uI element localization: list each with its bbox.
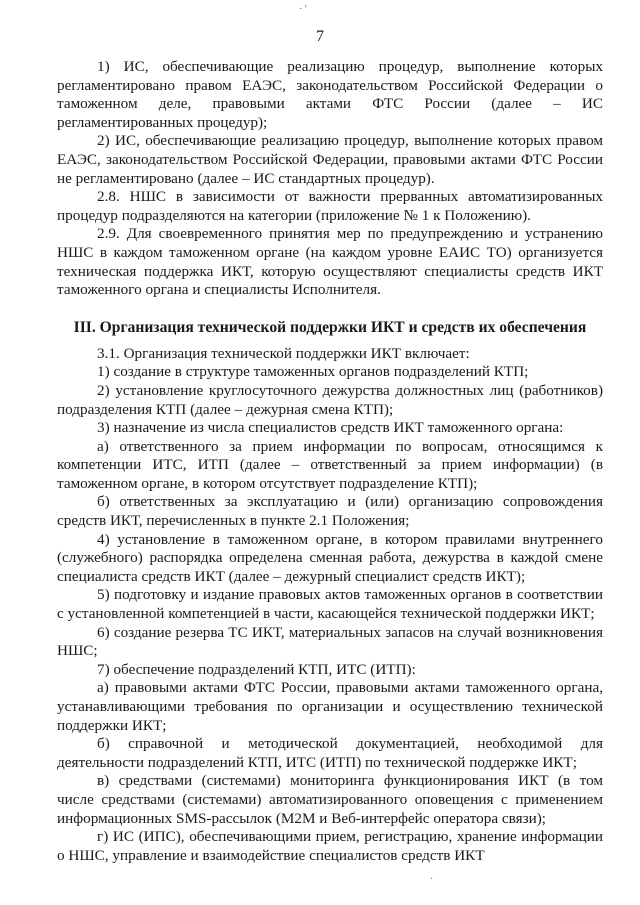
paragraph: г) ИС (ИПС), обеспечивающими прием, регистрацию, хранение информации о НШС, управление и взаимодействие специалистов средств ИКТ [57,828,603,864]
paragraph: 1) ИС, обеспечивающие реализацию процедур, выполнение которых регламентировано правом ЕАЭС, законодательством Российской Федерации о таможенном деле, правовыми актами ФТС России (далее – ИС регламентированных процедур); [57,58,603,131]
paragraph: 2) установление круглосуточного дежурства должностных лиц (работников) подразделения КТП (далее – дежурная смена КТП); [57,381,603,418]
paragraph: б) ответственных за эксплуатацию и (или) организацию сопровождения средств ИКТ, перечисленных в пункте 2.1 Положения; [57,493,603,530]
paragraph: 2.9. Для своевременного принятия мер по предупреждению и устранению НШС в каждом таможенном органе (на каждом уровне ЕАИС ТО) организуется техническая поддержка ИКТ, которую осуществляют специалисты средств ИКТ таможенного органа и специалисты Исполнителя. [57,225,603,299]
section-heading: III. Организация технической поддержки ИКТ и средств их обеспечения [73,318,587,336]
paragraph: 3.1. Организация технической поддержки ИКТ включает: [97,344,470,362]
scan-mark: · ' [299,4,307,15]
document-body [57,58,603,865]
paragraph: 5) подготовку и издание правовых актов таможенных органов в соответствии с установленной компетенцией в части, касающейся технической поддержки ИКТ; [57,586,603,623]
paragraph: 4) установление в таможенном органе, в котором правилами внутреннего (служебного) распорядка определена сменная работа, дежурства в каждой смене специалиста средств ИКТ (далее – дежурный специалист средств ИКТ); [57,530,603,585]
page-number: 7 [316,28,324,45]
paragraph: а) правовыми актами ФТС России, правовыми актами таможенного органа, устанавливающими требования по организации и осуществлению технической поддержки ИКТ; [57,679,603,734]
paragraph: 7) обеспечение подразделений КТП, ИТС (ИТП): [97,660,416,678]
paragraph: 2) ИС, обеспечивающие реализацию процедур, выполнение которых правом ЕАЭС, законодательством Российской Федерации, правовыми актами ФТС России не регламентировано (далее – ИС стандартных процедур). [57,132,603,187]
scan-mark: · [430,874,434,885]
paragraph: 1) создание в структуре таможенных органов подразделений КТП; [97,363,529,381]
paragraph: 6) создание резерва ТС ИКТ, материальных запасов на случай возникновения НШС; [57,623,603,660]
paragraph: 3) назначение из числа специалистов средств ИКТ таможенного органа: [97,419,564,437]
paragraph: б) справочной и методической документацией, необходимой для деятельности подразделений КТП, ИТС (ИТП) по технической поддержке ИКТ; [57,735,603,771]
paragraph: в) средствами (системами) мониторинга функционирования ИКТ (в том числе средствами (системами) автоматизированного оповещения с применением информационных SMS-рассылок (M2M и Веб-интерфейс оператора связи); [57,772,603,827]
paragraph: а) ответственного за прием информации по вопросам, относящимся к компетенции ИТС, ИТП (далее – ответственный за прием информации) (в таможенном органе, в котором отсутствует подразделение КТП); [57,437,603,492]
paragraph: 2.8. НШС в зависимости от важности прерванных автоматизированных процедур подразделяются на категории (приложение № 1 к Положению). [57,188,603,224]
